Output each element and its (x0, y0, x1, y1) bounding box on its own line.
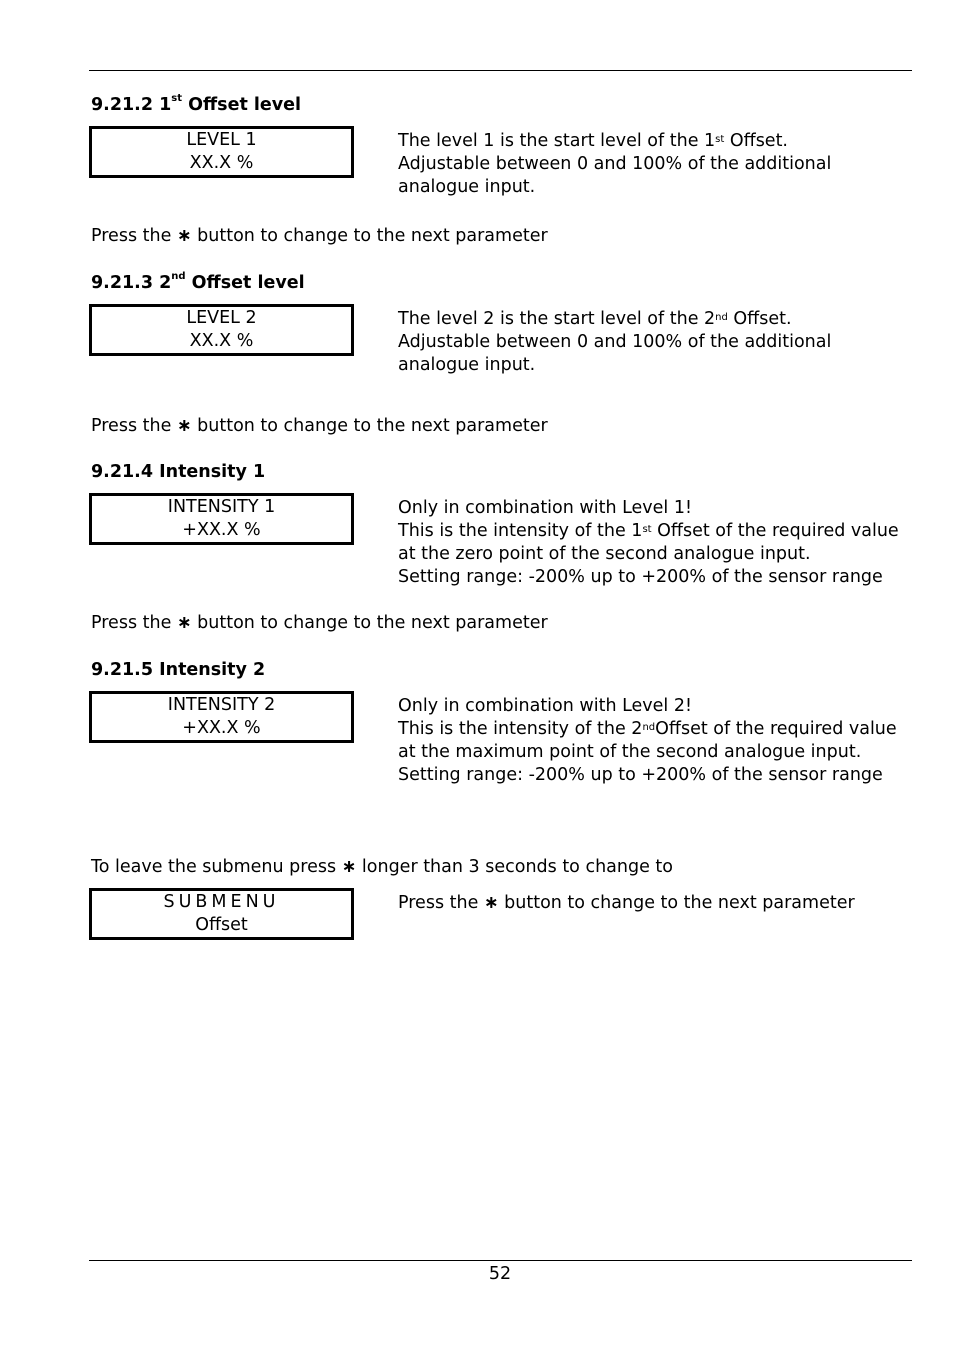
page-number: 52 (488, 1264, 512, 1284)
display-line-1: INTENSITY 1 (167, 497, 276, 517)
star-icon: ∗ (176, 613, 192, 633)
display-line-1: INTENSITY 2 (167, 695, 276, 715)
display-line-2: XX.X % (189, 153, 254, 173)
description-intensity-2: Only in combination with Level 2! This is the intensity of the 2ndOffset of the required value at the maximum point of the second analogue input. Setting range: -200% up to +200% of the sensor range (398, 696, 897, 785)
description-intensity-1: Only in combination with Level 1! This is the intensity of the 1st Offset of the required value at the zero point of the second analogue input. Setting range: -200% up to +200% of the sensor range (398, 498, 899, 587)
display-line-1: LEVEL 2 (186, 308, 257, 328)
display-intensity-1 (89, 493, 354, 545)
press-instruction: Press the ∗ button to change to the next parameter (398, 893, 855, 913)
description-level-1: The level 1 is the start level of the 1st Offset. Adjustable between 0 and 100% of the additional analogue input. (398, 131, 832, 197)
press-instruction: Press the ∗ button to change to the next parameter (91, 613, 548, 633)
display-submenu-offset (89, 888, 354, 940)
star-icon: ∗ (176, 226, 192, 246)
press-instruction: Press the ∗ button to change to the next parameter (91, 416, 548, 436)
display-line-2: +XX.X % (182, 718, 261, 738)
display-line-2: XX.X % (189, 331, 254, 351)
display-intensity-2 (89, 691, 354, 743)
section-heading-offset-level-2: 9.21.3 2nd Offset level (91, 271, 305, 293)
display-line-1: SUBMENU (163, 892, 280, 912)
display-level-2 (89, 304, 354, 356)
display-line-2: Offset (195, 915, 248, 935)
description-level-2: The level 2 is the start level of the 2nd Offset. Adjustable between 0 and 100% of the additional analogue input. (398, 309, 832, 375)
press-instruction: Press the ∗ button to change to the next parameter (91, 226, 548, 246)
display-line-2: +XX.X % (182, 520, 261, 540)
display-line-1: LEVEL 1 (186, 130, 257, 150)
top-rule (89, 70, 912, 71)
section-heading-offset-level-1: 9.21.2 1st Offset level (91, 93, 302, 115)
section-heading-intensity-1: 9.21.4 Intensity 1 (91, 462, 266, 482)
star-icon: ∗ (483, 893, 499, 913)
star-icon: ∗ (176, 416, 192, 436)
display-level-1 (89, 126, 354, 178)
section-heading-intensity-2: 9.21.5 Intensity 2 (91, 660, 266, 680)
bottom-rule (89, 1260, 912, 1261)
star-icon: ∗ (341, 857, 357, 877)
leave-submenu-instruction: To leave the submenu press ∗ longer than 3 seconds to change to (91, 857, 673, 877)
